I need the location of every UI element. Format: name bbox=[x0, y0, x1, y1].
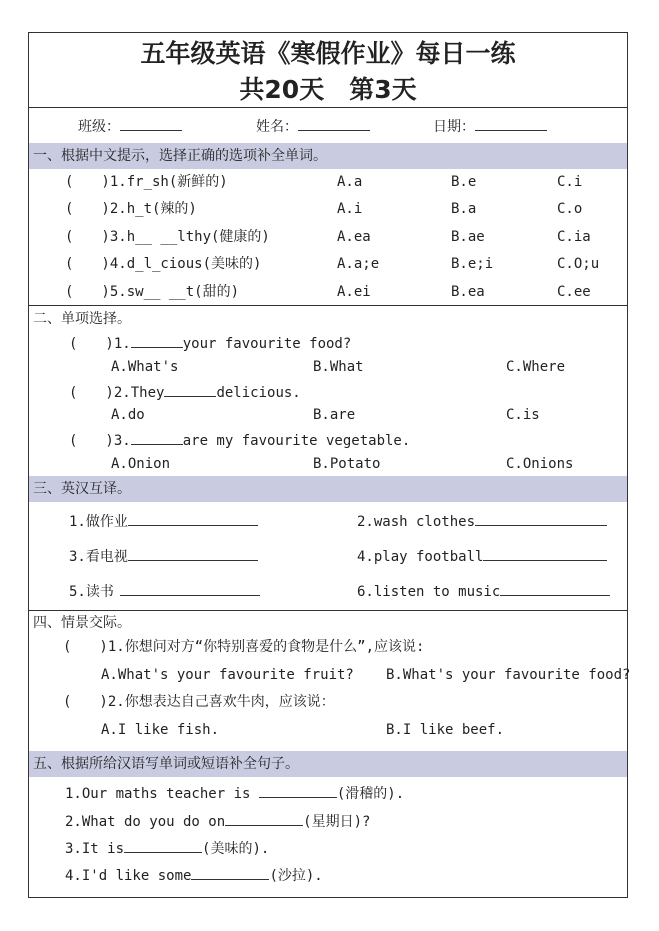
section-2-heading: 二、单项选择。 bbox=[33, 311, 131, 327]
answer-blank[interactable] bbox=[164, 382, 216, 397]
date-field: 日期： bbox=[433, 116, 547, 136]
name-field: 姓名： bbox=[256, 116, 370, 136]
answer-blank[interactable] bbox=[128, 511, 258, 526]
translate-item: 5.读书 bbox=[69, 581, 260, 601]
option-c: C.O;u bbox=[557, 256, 600, 272]
section-4-heading: 四、情景交际。 bbox=[33, 615, 131, 631]
option-c: C.Onions bbox=[506, 456, 574, 472]
option-b: B.e bbox=[451, 174, 477, 190]
option-a: A.I like fish. bbox=[101, 722, 220, 738]
option-c: C.is bbox=[506, 407, 540, 423]
option-a: A.Onion bbox=[111, 456, 171, 472]
option-b: B.ea bbox=[451, 284, 485, 300]
worksheet-title: 五年级英语《寒假作业》每日一练 bbox=[140, 39, 516, 68]
answer-blank[interactable] bbox=[131, 430, 183, 445]
question: ( )2.你想表达自己喜欢牛肉，应该说： bbox=[63, 694, 335, 710]
answer-blank[interactable] bbox=[225, 811, 303, 826]
answer-blank[interactable] bbox=[259, 783, 337, 798]
worksheet-subtitle: 共20天 第3天 bbox=[239, 75, 417, 104]
date-blank[interactable] bbox=[475, 116, 547, 131]
option-b: B.are bbox=[313, 407, 356, 423]
option-b: B.I like beef. bbox=[386, 722, 505, 738]
sentence: 4.I'd like some (沙拉). bbox=[65, 865, 323, 885]
section-5-heading: 五、根据所给汉语写单词或短语补全句子。 bbox=[29, 751, 627, 777]
translate-item: 3.看电视 bbox=[69, 546, 258, 566]
question: ( )4.d_l_cious(美味的) bbox=[65, 256, 262, 272]
section-1-heading: 一、根据中文提示，选择正确的选项补全单词。 bbox=[29, 143, 627, 169]
sentence: 1.Our maths teacher is (滑稽的). bbox=[65, 783, 404, 803]
option-c: C.i bbox=[557, 174, 583, 190]
option-c: C.ia bbox=[557, 229, 591, 245]
divider bbox=[29, 107, 627, 108]
translate-item: 6.listen to music bbox=[357, 581, 610, 601]
question: ( )3. are my favourite vegetable. bbox=[69, 430, 410, 450]
option-a: A.What's bbox=[111, 359, 179, 375]
question: ( )3.h__ __lthy(健康的) bbox=[65, 229, 270, 245]
answer-blank[interactable] bbox=[120, 581, 260, 596]
option-b: B.What's your favourite food? bbox=[386, 667, 631, 683]
answer-blank[interactable] bbox=[475, 511, 607, 526]
question: ( )1.fr_sh(新鲜的) bbox=[65, 174, 228, 190]
question: ( )1. your favourite food? bbox=[69, 333, 351, 353]
question: ( )2.h_t(辣的) bbox=[65, 201, 197, 217]
option-b: B.a bbox=[451, 201, 477, 217]
worksheet bbox=[28, 32, 631, 898]
option-b: B.e;i bbox=[451, 256, 494, 272]
answer-blank[interactable] bbox=[191, 865, 269, 880]
option-a: A.a;e bbox=[337, 256, 380, 272]
section-3-heading: 三、英汉互译。 bbox=[29, 476, 627, 502]
option-a: A.a bbox=[337, 174, 363, 190]
option-a: A.ei bbox=[337, 284, 371, 300]
question: ( )5.sw__ __t(甜的) bbox=[65, 284, 240, 300]
question: ( )2.They delicious. bbox=[69, 382, 301, 402]
translate-item: 2.wash clothes bbox=[357, 511, 607, 531]
option-b: B.ae bbox=[451, 229, 485, 245]
option-a: A.What's your favourite fruit? bbox=[101, 667, 354, 683]
sentence: 2.What do you do on (星期日)? bbox=[65, 811, 370, 831]
divider bbox=[29, 610, 627, 611]
class-blank[interactable] bbox=[120, 116, 182, 131]
divider bbox=[29, 305, 627, 306]
option-c: C.ee bbox=[557, 284, 591, 300]
answer-blank[interactable] bbox=[131, 333, 183, 348]
option-c: C.Where bbox=[506, 359, 566, 375]
sentence: 3.It is (美味的). bbox=[65, 838, 269, 858]
option-a: A.ea bbox=[337, 229, 371, 245]
translate-item: 4.play football bbox=[357, 546, 607, 566]
name-blank[interactable] bbox=[298, 116, 370, 131]
translate-item: 1.做作业 bbox=[69, 511, 258, 531]
answer-blank[interactable] bbox=[483, 546, 607, 561]
answer-blank[interactable] bbox=[500, 581, 610, 596]
class-field: 班级： bbox=[78, 116, 182, 136]
option-b: B.What bbox=[313, 359, 364, 375]
question: ( )1.你想问对方“你特别喜爱的食物是什么”,应该说: bbox=[63, 639, 425, 655]
option-b: B.Potato bbox=[313, 456, 381, 472]
option-a: A.i bbox=[337, 201, 363, 217]
answer-blank[interactable] bbox=[124, 838, 202, 853]
option-a: A.do bbox=[111, 407, 145, 423]
option-c: C.o bbox=[557, 201, 583, 217]
answer-blank[interactable] bbox=[128, 546, 258, 561]
